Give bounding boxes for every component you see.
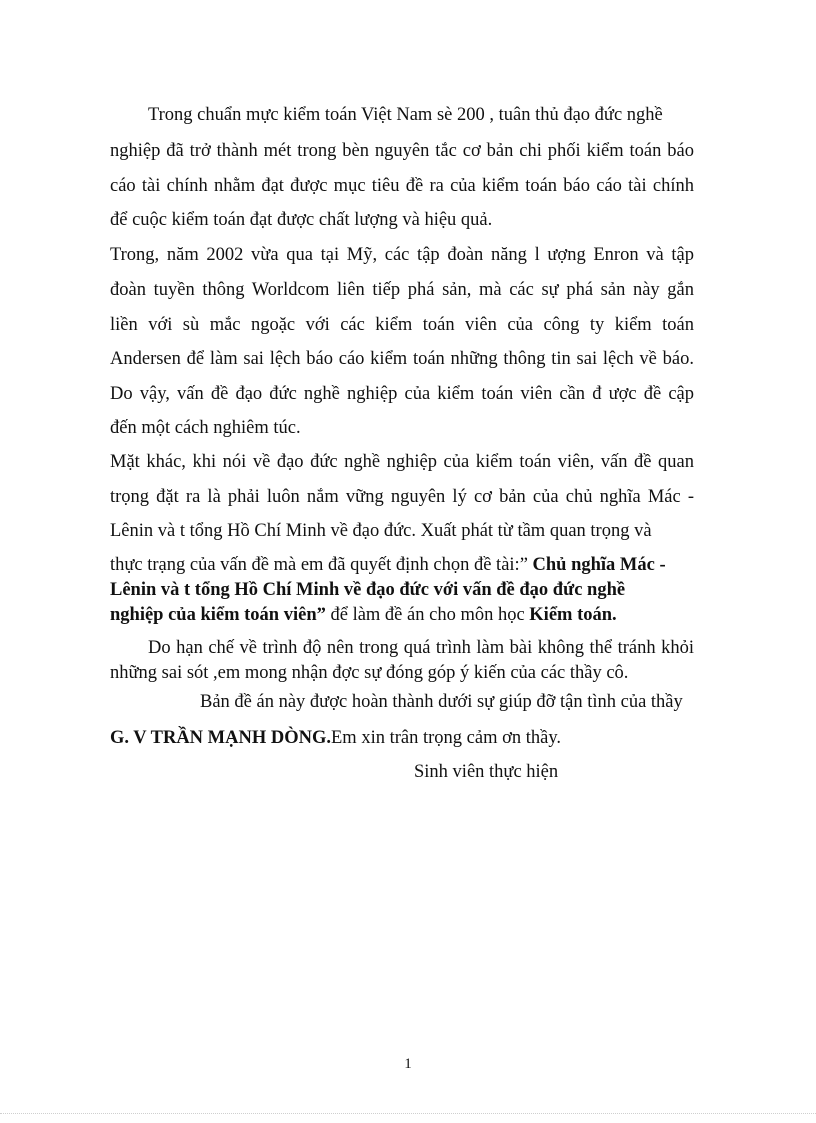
paragraph-2-line-6: đến một cách nghiêm túc. [110,418,301,438]
paragraph-4-line-1: Do hạn chế về trình độ nên trong quá trình làm bài không thể tránh khỏi [148,638,694,658]
topic-title-part-2: Lênin và t tổng Hồ Chí Minh về đạo đức với vấn đề đạo đức nghề [110,580,626,600]
topic-intro-text: thực trạng của vấn đề mà em đã quyết định chọn đề tài:” [110,555,528,575]
paragraph-2-line-1: Trong, năm 2002 vừa qua tại Mỹ, các tập đoàn năng l ượng Enron và tập [110,245,694,265]
paragraph-2-line-4: Andersen để làm sai lệch báo cáo kiểm toán những thông tin sai lệch về báo. [110,349,694,369]
paragraph-3-line-1: Mặt khác, khi nói về đạo đức nghề nghiệp của kiểm toán viên, vấn đề quan [110,452,694,472]
topic-title-part-3: nghiệp của kiểm toán viên” [110,605,326,625]
paragraph-1-line-1: Trong chuẩn mực kiểm toán Việt Nam sè 200 , tuân thủ đạo đức nghề [148,105,663,125]
acknowledgement-line-1: Bản đề án này được hoàn thành dưới sự giúp đỡ tận tình của thầy [200,692,683,712]
paragraph-3-line-2: trọng đặt ra là phải luôn nắm vững nguyên lý cơ bản của chủ nghĩa Mác - [110,487,694,507]
acknowledgement-line-2 [110,726,561,750]
page-number: 1 [404,1056,412,1072]
paragraph-3-line-4 [110,553,666,577]
thanks-text: Em xin trân trọng cảm ơn thầy. [331,728,562,748]
topic-title-part-1: Chủ nghĩa Mác - [527,555,666,575]
paragraph-1-line-2: nghiệp đã trở thành mét trong bèn nguyên tắc cơ bản chi phối kiểm toán báo [110,141,694,161]
paragraph-4-line-2: những sai sót ,em mong nhận đợc sự đóng góp ý kiến của các thầy cô. [110,663,629,683]
paragraph-1-line-3: cáo tài chính nhằm đạt được mục tiêu đề ra của kiểm toán báo cáo tài chính [110,176,694,196]
paragraph-2-line-2: đoàn tuyền thông Worldcom liên tiếp phá sản, mà các sự phá sản này gắn [110,280,694,300]
paragraph-2-line-3: liền với sù mắc ngoặc với các kiểm toán viên của công ty kiểm toán [110,315,694,335]
paragraph-2-line-5: Do vậy, vấn đề đạo đức nghề nghiệp của kiểm toán viên cần đ ược đề cập [110,384,694,404]
topic-purpose-text: để làm đề án cho môn học [325,605,530,625]
page-bottom-rule [0,1113,816,1114]
signature-label: Sinh viên thực hiện [414,762,559,782]
paragraph-3-line-6 [110,603,617,627]
paragraph-1-line-4: để cuộc kiểm toán đạt được chất lượng và hiệu quả. [110,210,493,230]
paragraph-3-line-3: Lênin và t tổng Hồ Chí Minh về đạo đức. Xuất phát từ tầm quan trọng và [110,521,652,541]
subject-name: Kiểm toán. [529,605,617,625]
advisor-name: G. V TRẦN MẠNH DÒNG. [110,728,331,748]
